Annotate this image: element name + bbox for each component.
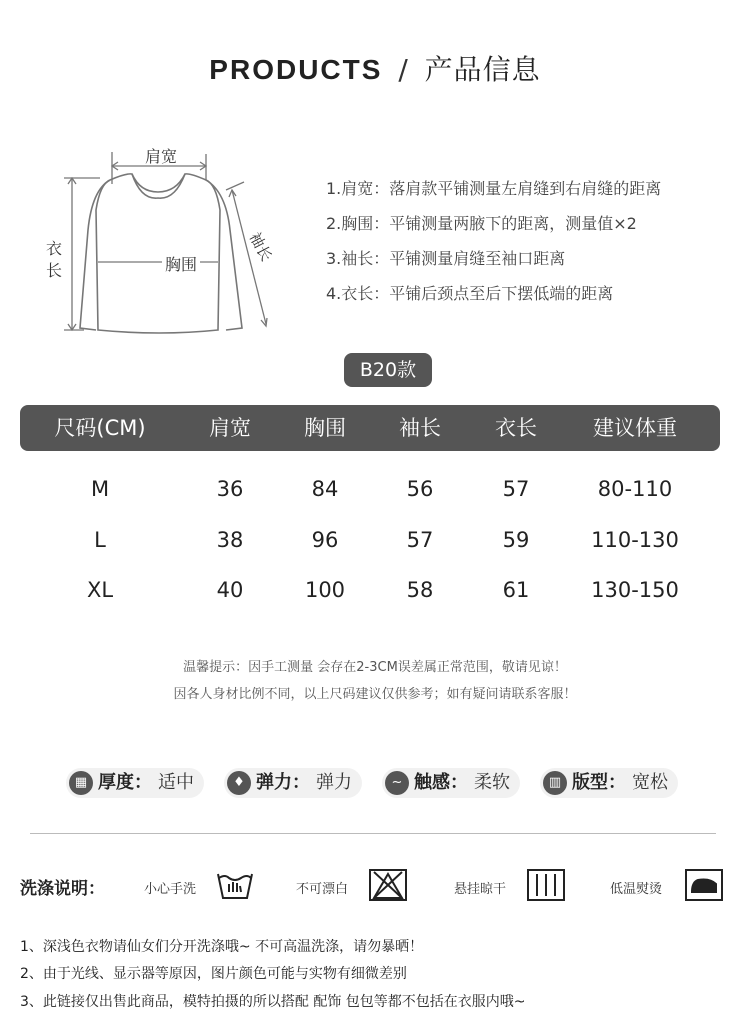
property-value: 宽松 <box>632 772 668 793</box>
cell-length: 57 <box>502 477 530 501</box>
table-row <box>20 469 720 509</box>
property-value: 柔软 <box>474 772 510 793</box>
size-table-header <box>20 405 720 451</box>
cell-size: XL <box>86 578 114 602</box>
measurement-diagram <box>40 140 290 350</box>
header-size: 尺码(CM) <box>54 416 146 440</box>
cell-shoulder: 38 <box>216 528 244 552</box>
wash-label-hang: 悬挂晾干 <box>454 882 507 897</box>
label-sleeve: 袖长 <box>245 229 276 265</box>
tip-item: 3、此链接仅出售此商品，模特拍摄的所以搭配 配饰 包包等都不包括在衣服内哦~ <box>20 994 526 1010</box>
tip-item: 2、由于光线、显示器等原因，图片颜色可能与实物有细微差别 <box>20 966 407 982</box>
tip-item: 1、深浅色衣物请仙女们分开洗涤哦~ 不可高温洗涤，请勿暴晒！ <box>20 939 424 955</box>
spec-shoulder: 1.肩宽：落肩款平铺测量左肩缝到右肩缝的距离 <box>326 179 662 198</box>
property-elasticity <box>224 768 362 798</box>
divider <box>30 833 716 834</box>
hand-wash-icon <box>215 868 255 902</box>
header-length: 衣长 <box>495 416 537 440</box>
note-fit: 因各人身材比例不同，以上尺码建议仅供参考；如有疑问请联系客服！ <box>173 687 577 702</box>
hang-dry-icon <box>526 868 566 902</box>
pattern-icon: ▥ <box>543 771 567 795</box>
cell-weight: 130-150 <box>591 578 679 602</box>
cell-length: 59 <box>502 528 530 552</box>
cell-chest: 84 <box>311 477 339 501</box>
table-row <box>20 520 720 560</box>
property-touch <box>382 768 520 798</box>
washing-instructions <box>20 868 730 908</box>
title-chinese: 产品信息 <box>424 53 541 86</box>
spec-sleeve: 3.袖长：平铺测量肩缝至袖口距离 <box>326 249 566 268</box>
measurement-specs <box>326 176 736 316</box>
cell-shoulder: 36 <box>216 477 244 501</box>
no-bleach-icon <box>368 868 408 902</box>
label-shoulder: 肩宽 <box>145 147 178 166</box>
property-key: 厚度： <box>98 772 152 793</box>
title-separator: / <box>398 53 409 86</box>
spec-length: 4.衣长：平铺后颈点至后下摆低端的距离 <box>326 284 614 303</box>
cell-weight: 110-130 <box>591 528 679 552</box>
label-length: 衣长 <box>46 239 63 280</box>
page-title <box>0 48 750 88</box>
property-value: 弹力 <box>316 772 352 793</box>
cell-sleeve: 58 <box>406 578 434 602</box>
shirt-icon: ♦ <box>227 771 251 795</box>
low-iron-icon <box>684 868 724 902</box>
header-chest: 胸围 <box>304 416 346 440</box>
label-chest: 胸围 <box>162 252 200 275</box>
header-sleeve: 袖长 <box>399 416 441 440</box>
header-weight: 建议体重 <box>593 416 677 440</box>
cell-chest: 96 <box>311 528 339 552</box>
property-bar <box>66 768 706 800</box>
property-thickness <box>66 768 204 798</box>
model-badge: B20款 <box>344 353 432 387</box>
note-measurement: 温馨提示：因手工测量 会存在2-3CM误差属正常范围，敬请见谅！ <box>183 660 567 675</box>
feather-icon: ~ <box>385 771 409 795</box>
property-key: 版型： <box>572 772 626 793</box>
property-key: 弹力： <box>256 772 310 793</box>
header-shoulder: 肩宽 <box>209 416 251 440</box>
wash-label-iron: 低温熨烫 <box>610 882 663 897</box>
property-value: 适中 <box>158 772 194 793</box>
cell-sleeve: 57 <box>406 528 434 552</box>
title-english: PRODUCTS <box>209 54 383 85</box>
cell-size: M <box>90 477 110 501</box>
cell-shoulder: 40 <box>216 578 244 602</box>
cell-chest: 100 <box>304 578 346 602</box>
spec-chest: 2.胸围：平铺测量两腋下的距离，测量值×2 <box>326 214 637 233</box>
property-key: 触感： <box>414 772 468 793</box>
wash-label-hand: 小心手洗 <box>144 882 197 897</box>
cell-sleeve: 56 <box>406 477 434 501</box>
property-fit <box>540 768 678 798</box>
cell-size: L <box>94 528 106 552</box>
cell-length: 61 <box>502 578 530 602</box>
cell-weight: 80-110 <box>597 477 673 501</box>
table-row <box>20 570 720 610</box>
wash-label-bleach: 不可漂白 <box>296 882 349 897</box>
fabric-icon: ▦ <box>69 771 93 795</box>
washing-title: 洗涤说明： <box>20 879 105 899</box>
